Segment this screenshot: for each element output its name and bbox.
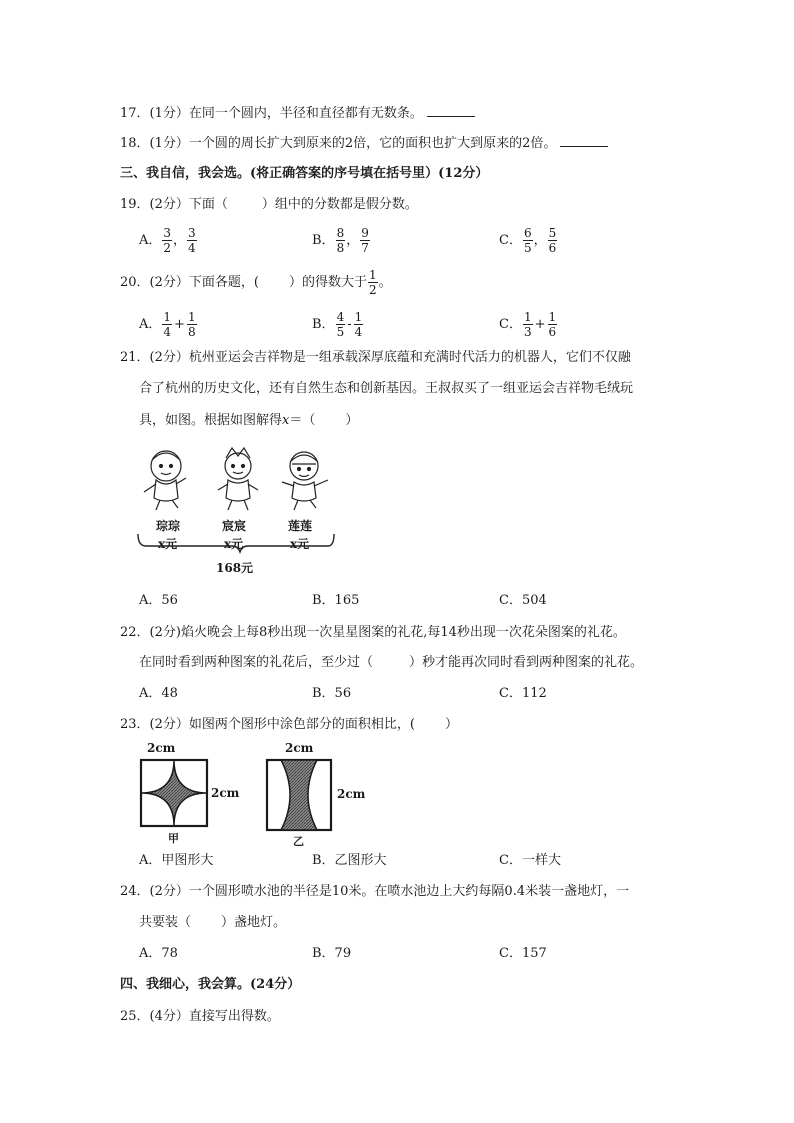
- denominator: 2: [368, 283, 377, 297]
- denominator: 4: [163, 325, 172, 339]
- option-label: C．: [499, 317, 522, 332]
- fraction: [523, 310, 533, 339]
- question-22-text-end: ）秒才能再次同时看到两种图案的礼花。: [409, 655, 644, 670]
- option-b[interactable]: [312, 310, 364, 339]
- numerator: 1: [354, 310, 363, 324]
- answer-blank[interactable]: [427, 104, 475, 117]
- numerator: 8: [336, 226, 345, 240]
- fraction: [162, 310, 172, 339]
- fraction: [336, 226, 346, 255]
- question-17: [120, 104, 475, 123]
- question-20: [120, 268, 392, 297]
- variable-x: x: [282, 413, 290, 428]
- area-figure: [135, 738, 375, 850]
- shaded-corner-shape: [281, 760, 317, 830]
- option-c[interactable]: C．一样大: [499, 853, 561, 868]
- operator: -: [347, 317, 352, 332]
- denominator: 3: [523, 325, 532, 339]
- shaded-star-shape: [141, 760, 207, 826]
- denominator: 8: [187, 325, 196, 339]
- mascot-congcong-icon: [144, 451, 186, 510]
- option-a[interactable]: [139, 310, 198, 339]
- option-a[interactable]: A．48: [139, 686, 178, 701]
- question-24-line-2: [139, 914, 286, 932]
- option-a[interactable]: A．78: [139, 946, 178, 961]
- numerator: 1: [368, 268, 377, 282]
- operator: +: [174, 317, 185, 332]
- fraction: [162, 226, 172, 255]
- mascot-price-1: x元: [158, 537, 178, 551]
- option-c[interactable]: C．112: [499, 686, 547, 701]
- option-label: A．: [139, 233, 162, 248]
- separator: ，: [173, 233, 187, 248]
- fraction: [548, 226, 558, 255]
- mascot-price-3: x元: [290, 537, 310, 551]
- fraction: [548, 310, 558, 339]
- fraction: [360, 226, 370, 255]
- denominator: 2: [163, 241, 172, 255]
- option-label: B．: [312, 317, 335, 332]
- denominator: 8: [336, 241, 345, 255]
- option-a[interactable]: [139, 226, 198, 255]
- option-b[interactable]: B．165: [312, 593, 360, 608]
- denominator: 4: [354, 325, 363, 339]
- question-21-text: 具，如图。根据如图解得: [139, 413, 283, 428]
- option-label: C．: [499, 233, 522, 248]
- question-19-text-end: ）组中的分数都是假分数。: [261, 197, 418, 212]
- option-a[interactable]: A．甲图形大: [139, 853, 214, 868]
- separator: ，: [346, 233, 360, 248]
- figure-2-name: 乙: [293, 835, 304, 848]
- figure-2-side-label: 2cm: [337, 787, 366, 801]
- numerator: 5: [548, 226, 557, 240]
- fraction: [187, 226, 197, 255]
- question-20-text-mid: ）的得数大于: [288, 275, 367, 290]
- mascot-price-2: x元: [224, 537, 244, 551]
- numerator: 6: [523, 226, 532, 240]
- separator: ，: [533, 233, 547, 248]
- denominator: 5: [336, 325, 345, 339]
- denominator: 4: [188, 241, 196, 255]
- mascot-name-3: 莲莲: [288, 519, 313, 533]
- question-24-text-end: ）盏地灯。: [221, 915, 287, 930]
- option-b[interactable]: [312, 226, 371, 255]
- numerator: 1: [163, 310, 172, 324]
- numerator: 1: [523, 310, 532, 324]
- numerator: 4: [336, 310, 345, 324]
- question-21-line-1: 21．(2分）杭州亚运会吉祥物是一组承载深厚底蕴和充满时代活力的机器人，它们不仅融: [120, 350, 631, 365]
- option-c[interactable]: [499, 226, 558, 255]
- question-21-line-3: [139, 412, 358, 430]
- figure-1-side-label: 2cm: [211, 786, 240, 800]
- option-b[interactable]: B．乙图形大: [312, 853, 387, 868]
- figure-1-name: 甲: [168, 832, 179, 845]
- question-25: 25．(4分）直接写出得数。: [120, 1009, 280, 1024]
- fraction: [187, 310, 197, 339]
- total-price: 168元: [216, 561, 254, 575]
- figure-1-top-label: 2cm: [147, 741, 176, 755]
- mascot-figure: [134, 442, 344, 582]
- period: 。: [378, 275, 392, 290]
- denominator: 6: [548, 241, 557, 255]
- numerator: 9: [361, 226, 369, 240]
- operator: +: [534, 317, 546, 332]
- question-24-line-1: 24．(2分）一个圆形喷水池的半径是10米。在喷水池边上大约每隔0.4米装一盏地灯，一: [120, 884, 630, 899]
- denominator: 7: [361, 241, 369, 255]
- mascot-name-1: 琮琮: [156, 519, 181, 533]
- figure-2-top-label: 2cm: [285, 741, 314, 755]
- paren-close: ）: [444, 717, 458, 732]
- section-4-title: 四、我细心，我会算。(24分）: [120, 977, 301, 992]
- fraction: [336, 310, 346, 339]
- option-c[interactable]: C．157: [499, 946, 547, 961]
- question-22-line-1: 22．(2分)焰火晚会上每8秒出现一次星星图案的礼花,每14秒出现一次花朵图案的礼花。: [120, 625, 626, 640]
- option-label: B．: [312, 233, 335, 248]
- equals: ＝（: [289, 413, 316, 428]
- question-18-text: 18．(1分）一个圆的周长扩大到原来的2倍，它的面积也扩大到原来的2倍。: [120, 136, 557, 151]
- option-c[interactable]: C．504: [499, 593, 547, 608]
- question-19: [120, 196, 418, 214]
- question-23-text: 23．(2分）如图两个图形中涂色部分的面积相比，(: [120, 717, 415, 732]
- mascot-chenchen-icon: [218, 448, 258, 510]
- section-3-title: 三、我自信，我会选。(将正确答案的序号填在括号里）(12分）: [120, 166, 489, 181]
- option-a[interactable]: A．56: [139, 593, 178, 608]
- answer-blank[interactable]: [560, 134, 608, 147]
- question-22-line-2: [139, 654, 643, 672]
- numerator: 3: [188, 226, 196, 240]
- mascot-name-2: 宸宸: [222, 519, 247, 533]
- question-22-text: 在同时看到两种图案的礼花后，至少过（: [139, 655, 374, 670]
- option-b[interactable]: B．56: [312, 686, 352, 701]
- denominator: 5: [523, 241, 532, 255]
- paren-close: ）: [345, 413, 359, 428]
- question-20-text: 20．(2分）下面各题，(: [120, 275, 259, 290]
- fraction: [368, 268, 378, 297]
- numerator: 1: [548, 310, 557, 324]
- question-23: [120, 716, 458, 734]
- question-21-line-2: 合了杭州的历史文化，还有自然生态和创新基因。王叔叔买了一组亚运会吉祥物毛绒玩: [139, 381, 634, 396]
- fraction: [523, 226, 533, 255]
- numerator: 1: [187, 310, 196, 324]
- question-18: [120, 134, 608, 153]
- question-17-text: 17．(1分）在同一个圆内，半径和直径都有无数条。: [120, 106, 423, 121]
- option-b[interactable]: B．79: [312, 946, 352, 961]
- question-24-text: 共要装（: [139, 915, 192, 930]
- numerator: 3: [163, 226, 172, 240]
- mascot-lianlian-icon: [282, 452, 328, 510]
- question-19-text: 19．(2分）下面（: [120, 197, 228, 212]
- denominator: 6: [548, 325, 557, 339]
- fraction: [354, 310, 364, 339]
- option-c[interactable]: [499, 310, 558, 339]
- option-label: A．: [139, 317, 162, 332]
